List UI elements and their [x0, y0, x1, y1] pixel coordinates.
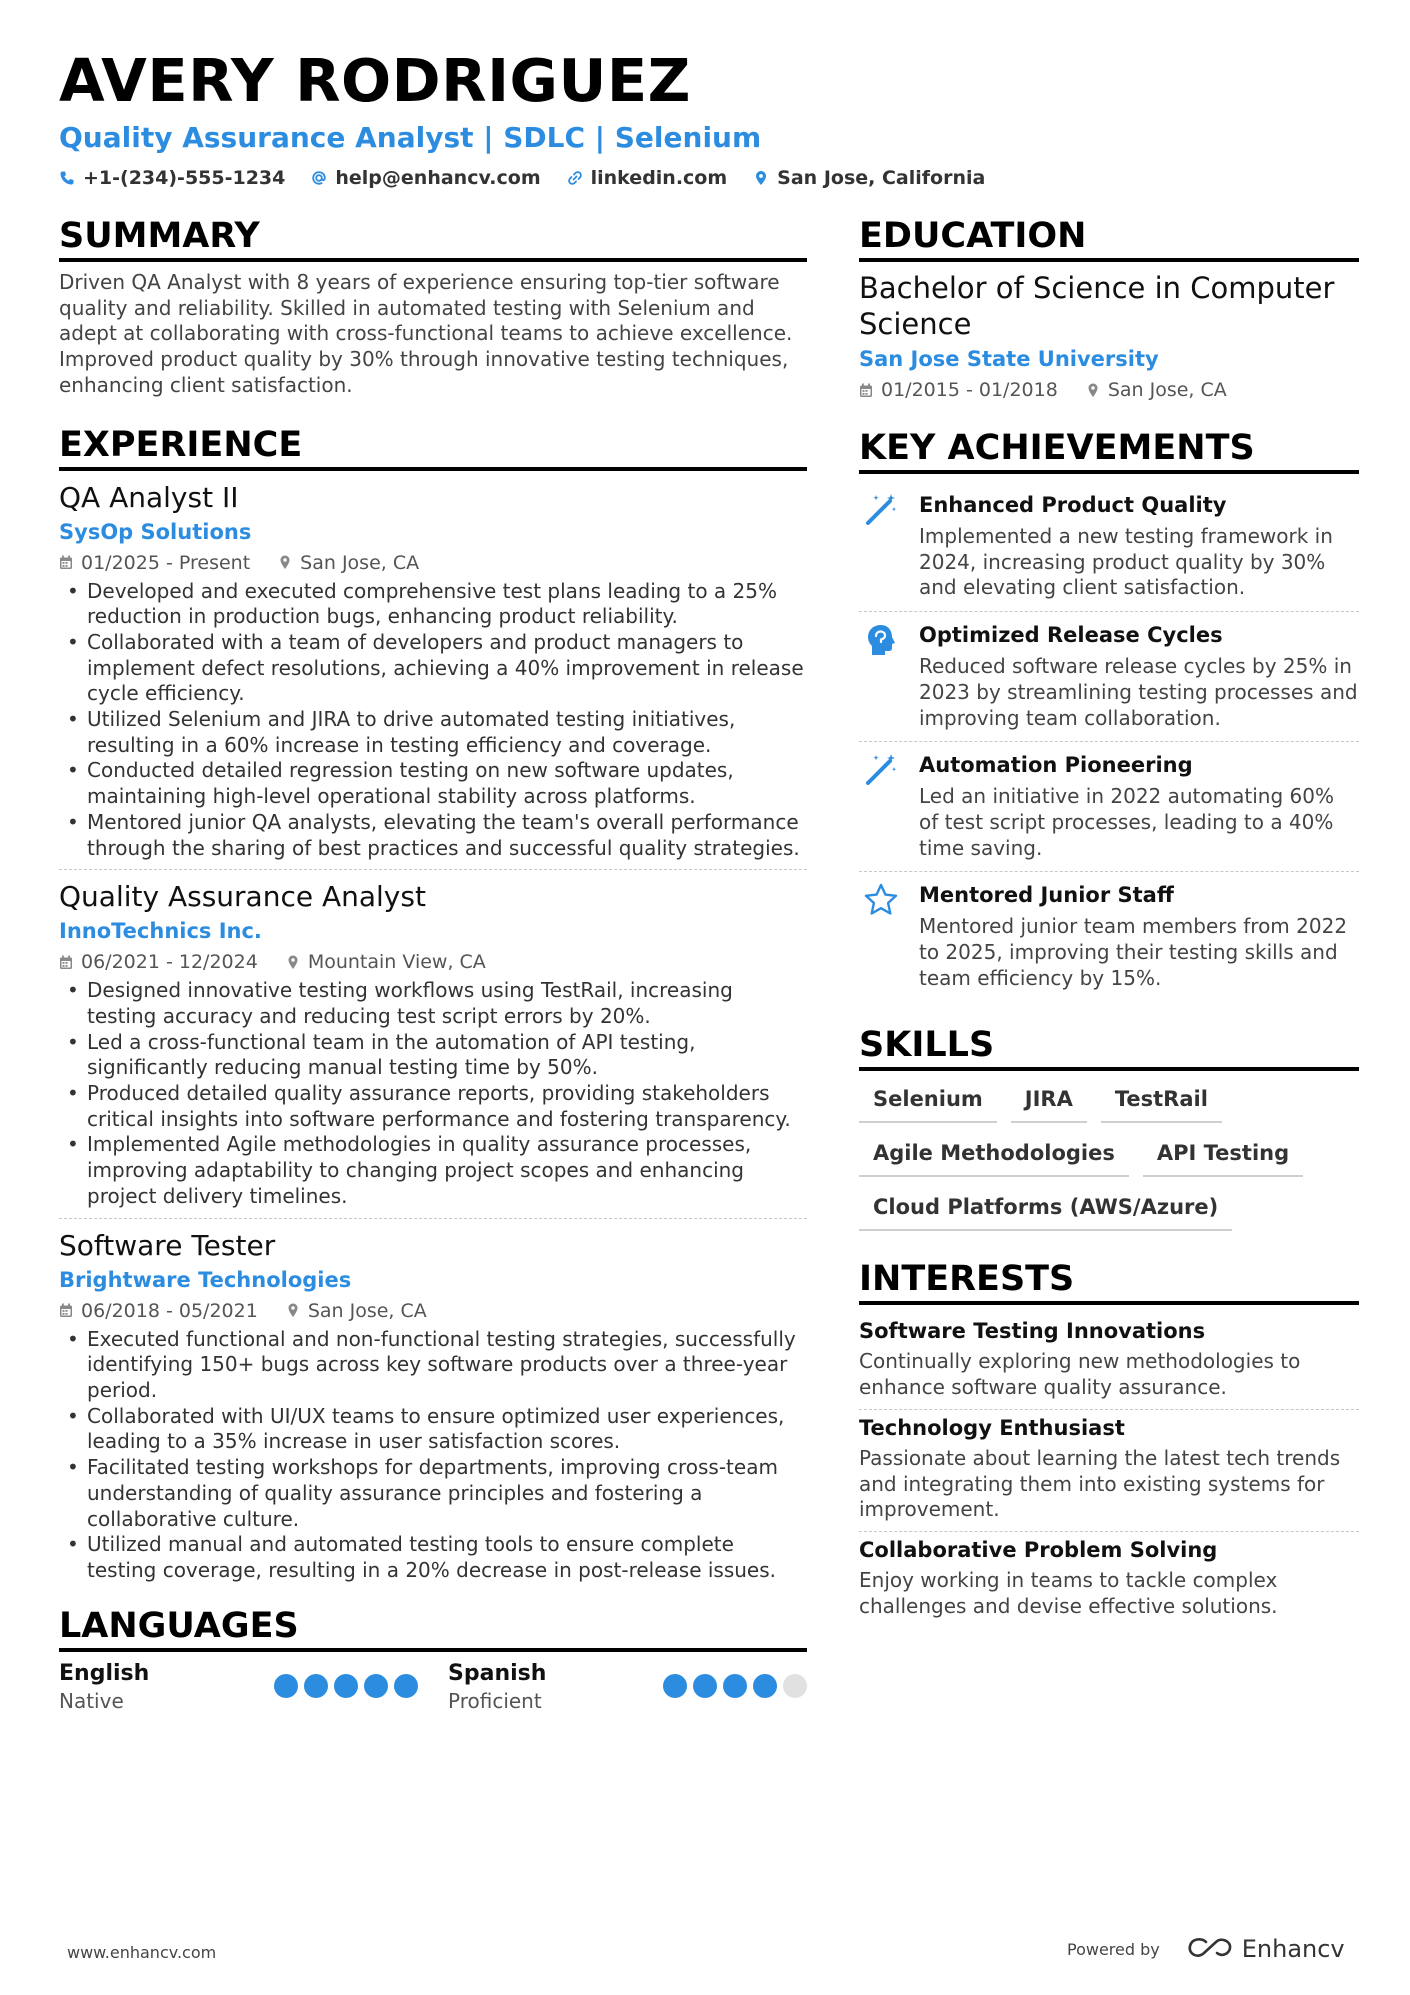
education-degree: Bachelor of Science in Computer Science	[859, 271, 1335, 341]
education-location-text: San Jose, CA	[1107, 379, 1227, 401]
candidate-title: Quality Assurance Analyst | SDLC | Selenium	[59, 121, 762, 154]
job-role: Software Tester	[59, 1228, 276, 1262]
contact-row	[59, 166, 1359, 190]
language-rating	[274, 1674, 418, 1714]
resume-header	[59, 46, 1359, 190]
skills-heading: SKILLS	[859, 1023, 1359, 1071]
email-text: help@enhancv.com	[335, 167, 541, 189]
job-bullet: • Led a cross-functional team in the automation of API testing, significantly reducing manual testing time by 50%.	[59, 1030, 807, 1081]
rating-dot-filled	[364, 1674, 388, 1698]
job-location-text: Mountain View, CA	[307, 951, 486, 974]
education-heading: EDUCATION	[859, 214, 1359, 262]
contact-location	[753, 166, 985, 190]
contact-email[interactable]	[311, 166, 540, 190]
summary-heading: SUMMARY	[59, 214, 807, 262]
skills-list	[859, 1085, 1359, 1231]
job-location-text: San Jose, CA	[300, 551, 420, 574]
rating-dot-filled	[693, 1674, 717, 1698]
job-location-text: San Jose, CA	[307, 1299, 427, 1322]
achievement-desc: Implemented a new testing framework in 2024, increasing product quality by 30% and elevating client satisfaction.	[919, 524, 1333, 600]
education-location	[1086, 376, 1227, 404]
skill-tag: JIRA	[1011, 1085, 1087, 1123]
candidate-name: AVERY RODRIGUEZ	[59, 46, 691, 115]
job-entry	[59, 479, 807, 871]
contact-linkedin[interactable]	[567, 166, 728, 190]
enhancv-logo	[1186, 1935, 1345, 1963]
job-company: InnoTechnics Inc.	[59, 919, 262, 944]
achievement-title: Mentored Junior Staff	[919, 883, 1174, 908]
interest-title: Software Testing Innovations	[859, 1319, 1206, 1344]
job-dates-text: 01/2025 - Present	[81, 551, 251, 574]
calendar-icon	[59, 1303, 73, 1318]
rating-dot-filled	[334, 1674, 358, 1698]
skill-tag: Cloud Platforms (AWS/Azure)	[859, 1193, 1232, 1231]
job-dates	[59, 549, 250, 577]
achievement-item	[859, 612, 1359, 742]
rating-dot-filled	[304, 1674, 328, 1698]
rating-dot-filled	[753, 1674, 777, 1698]
education-dates	[859, 376, 1058, 404]
interest-item	[859, 1410, 1359, 1532]
job-bullet: • Utilized Selenium and JIRA to drive automated testing initiatives, resulting in a 60% increase in testing efficiency and coverage.	[59, 707, 807, 758]
job-role: Quality Assurance Analyst	[59, 880, 426, 914]
job-bullet: • Utilized manual and automated testing tools to ensure complete testing coverage, resulting in a 20% decrease in post-release issues.	[59, 1532, 807, 1583]
calendar-icon	[859, 383, 873, 398]
job-location	[286, 1297, 427, 1325]
rating-dot-filled	[663, 1674, 687, 1698]
job-bullet: • Mentored junior QA analysts, elevating the team's overall performance through the sharing of best practices and successful quality strategies.	[59, 810, 807, 861]
rating-dot-filled	[723, 1674, 747, 1698]
job-entry	[59, 1227, 807, 1592]
language-rating	[663, 1674, 807, 1714]
job-dates-text: 06/2018 - 05/2021	[81, 1299, 258, 1322]
rating-dot-empty	[783, 1674, 807, 1698]
summary-text: Driven QA Analyst with 8 years of experience ensuring top-tier software quality and reliability. Skilled in automated testing with Selenium and adept at collaborating with cross-functional teams to achieve excellence. Improved product quality by 30% through innovative testing techniques, enhancing client satisfaction.	[59, 270, 793, 397]
language-level: Native	[59, 1688, 124, 1713]
education-dates-text: 01/2015 - 01/2018	[881, 379, 1058, 401]
calendar-icon	[59, 955, 73, 970]
interests-section	[859, 1257, 1359, 1627]
language-level: Proficient	[448, 1688, 542, 1713]
achievement-desc: Mentored junior team members from 2022 to 2025, improving their testing skills and team efficiency by 15%.	[919, 914, 1348, 990]
interest-item	[859, 1532, 1359, 1627]
skill-tag: Selenium	[859, 1085, 997, 1123]
summary-section	[59, 214, 807, 399]
job-company: SysOp Solutions	[59, 519, 252, 544]
education-meta	[859, 376, 1359, 404]
phone-text: +1-(234)-555-1234	[83, 167, 286, 189]
achievement-title: Enhanced Product Quality	[919, 493, 1227, 517]
job-meta	[59, 549, 807, 577]
job-entry	[59, 878, 807, 1218]
job-bullet: • Designed innovative testing workflows using TestRail, increasing testing accuracy and reducing test script errors by 20%.	[59, 978, 807, 1029]
at-icon	[311, 170, 327, 186]
phone-icon	[59, 170, 75, 186]
skill-tag: API Testing	[1143, 1139, 1303, 1177]
job-role: QA Analyst II	[59, 480, 239, 514]
rating-dot-filled	[274, 1674, 298, 1698]
languages-list	[59, 1660, 807, 1714]
job-dates	[59, 948, 258, 976]
achievement-desc: Reduced software release cycles by 25% in 2023 by streamlining testing processes and improving team collaboration.	[919, 654, 1358, 730]
job-company: Brightware Technologies	[59, 1267, 352, 1292]
magic-wand-icon	[859, 750, 903, 861]
job-bullet: • Facilitated testing workshops for departments, improving cross-team understanding of quality assurance principles and fostering a collaborative culture.	[59, 1455, 807, 1532]
language-name: English	[59, 1660, 150, 1686]
interest-desc: Passionate about learning the latest tech trends and integrating them into existing systems for improvement.	[859, 1445, 1341, 1522]
location-pin-icon	[753, 170, 769, 186]
magic-wand-icon	[859, 490, 903, 601]
rating-dot-filled	[394, 1674, 418, 1698]
interest-desc: Continually exploring new methodologies to enhance software quality assurance.	[859, 1349, 1301, 1400]
achievements-heading: KEY ACHIEVEMENTS	[859, 426, 1359, 474]
calendar-icon	[59, 555, 73, 570]
skills-section	[859, 1023, 1359, 1231]
job-bullets	[59, 978, 807, 1209]
brand-name: Enhancv	[1241, 1935, 1345, 1963]
interest-desc: Enjoy working in teams to tackle complex challenges and devise effective solutions.	[859, 1567, 1278, 1618]
powered-by-text: Powered by	[1067, 1939, 1160, 1959]
location-pin-icon	[286, 1303, 300, 1318]
experience-section	[59, 423, 807, 1592]
linkedin-text: linkedin.com	[590, 167, 728, 189]
interest-item	[859, 1313, 1359, 1409]
achievement-title: Optimized Release Cycles	[919, 623, 1223, 648]
language-item	[59, 1660, 418, 1714]
job-dates-text: 06/2021 - 12/2024	[81, 951, 258, 974]
achievement-desc: Led an initiative in 2022 automating 60% of test script processes, leading to a 40% time saving.	[919, 784, 1334, 860]
interest-title: Technology Enthusiast	[859, 1415, 1125, 1440]
job-bullet: • Implemented Agile methodologies in quality assurance processes, improving adaptability to changing project scopes and enhancing project delivery timelines.	[59, 1132, 807, 1209]
job-bullet: • Collaborated with UI/UX teams to ensure optimized user experiences, leading to a 35% increase in user satisfaction scores.	[59, 1404, 807, 1455]
footer-website[interactable]: www.enhancv.com	[67, 1943, 217, 1962]
job-meta	[59, 1297, 807, 1325]
job-location	[286, 948, 486, 976]
achievement-title: Automation Pioneering	[919, 753, 1193, 778]
achievements-section	[859, 426, 1359, 1001]
job-location	[278, 549, 419, 577]
location-pin-icon	[286, 955, 300, 970]
job-meta	[59, 948, 807, 976]
job-bullets	[59, 579, 807, 862]
location-text: San Jose, California	[777, 167, 986, 189]
achievement-item	[859, 742, 1359, 872]
education-section	[859, 214, 1359, 404]
achievement-item	[859, 482, 1359, 612]
job-dates	[59, 1297, 258, 1325]
enhancv-logo-icon	[1186, 1936, 1234, 1962]
experience-heading: EXPERIENCE	[59, 423, 807, 471]
star-icon	[859, 880, 903, 991]
location-pin-icon	[278, 555, 292, 570]
language-name: Spanish	[448, 1660, 547, 1686]
language-item	[448, 1660, 807, 1714]
job-bullet: • Developed and executed comprehensive test plans leading to a 25% reduction in production bugs, enhancing product reliability.	[59, 579, 807, 630]
education-school: San Jose State University	[859, 347, 1159, 371]
skill-tag: Agile Methodologies	[859, 1139, 1129, 1177]
left-column	[59, 214, 807, 1714]
location-pin-icon	[1086, 383, 1100, 398]
right-column	[859, 214, 1359, 1627]
job-bullet: • Executed functional and non-functional testing strategies, successfully identifying 150+ bugs across key software products over a three-year period.	[59, 1327, 807, 1404]
job-bullet: • Produced detailed quality assurance reports, providing stakeholders critical insights into software performance and fostering transparency.	[59, 1081, 807, 1132]
job-bullets	[59, 1327, 807, 1584]
job-bullet: • Conducted detailed regression testing on new software updates, maintaining high-level operational stability across platforms.	[59, 758, 807, 809]
languages-section	[59, 1604, 807, 1714]
languages-heading: LANGUAGES	[59, 1604, 807, 1652]
footer-brand[interactable]	[1067, 1935, 1345, 1963]
job-bullet: • Collaborated with a team of developers and product managers to implement defect resolutions, achieving a 40% improvement in release cycle efficiency.	[59, 630, 807, 707]
link-icon	[567, 170, 583, 186]
interest-title: Collaborative Problem Solving	[859, 1537, 1218, 1562]
interests-heading: INTERESTS	[859, 1257, 1359, 1305]
achievement-item	[859, 872, 1359, 1001]
skill-tag: TestRail	[1101, 1085, 1222, 1123]
contact-phone[interactable]	[59, 166, 285, 190]
head-brain-icon	[859, 620, 903, 731]
